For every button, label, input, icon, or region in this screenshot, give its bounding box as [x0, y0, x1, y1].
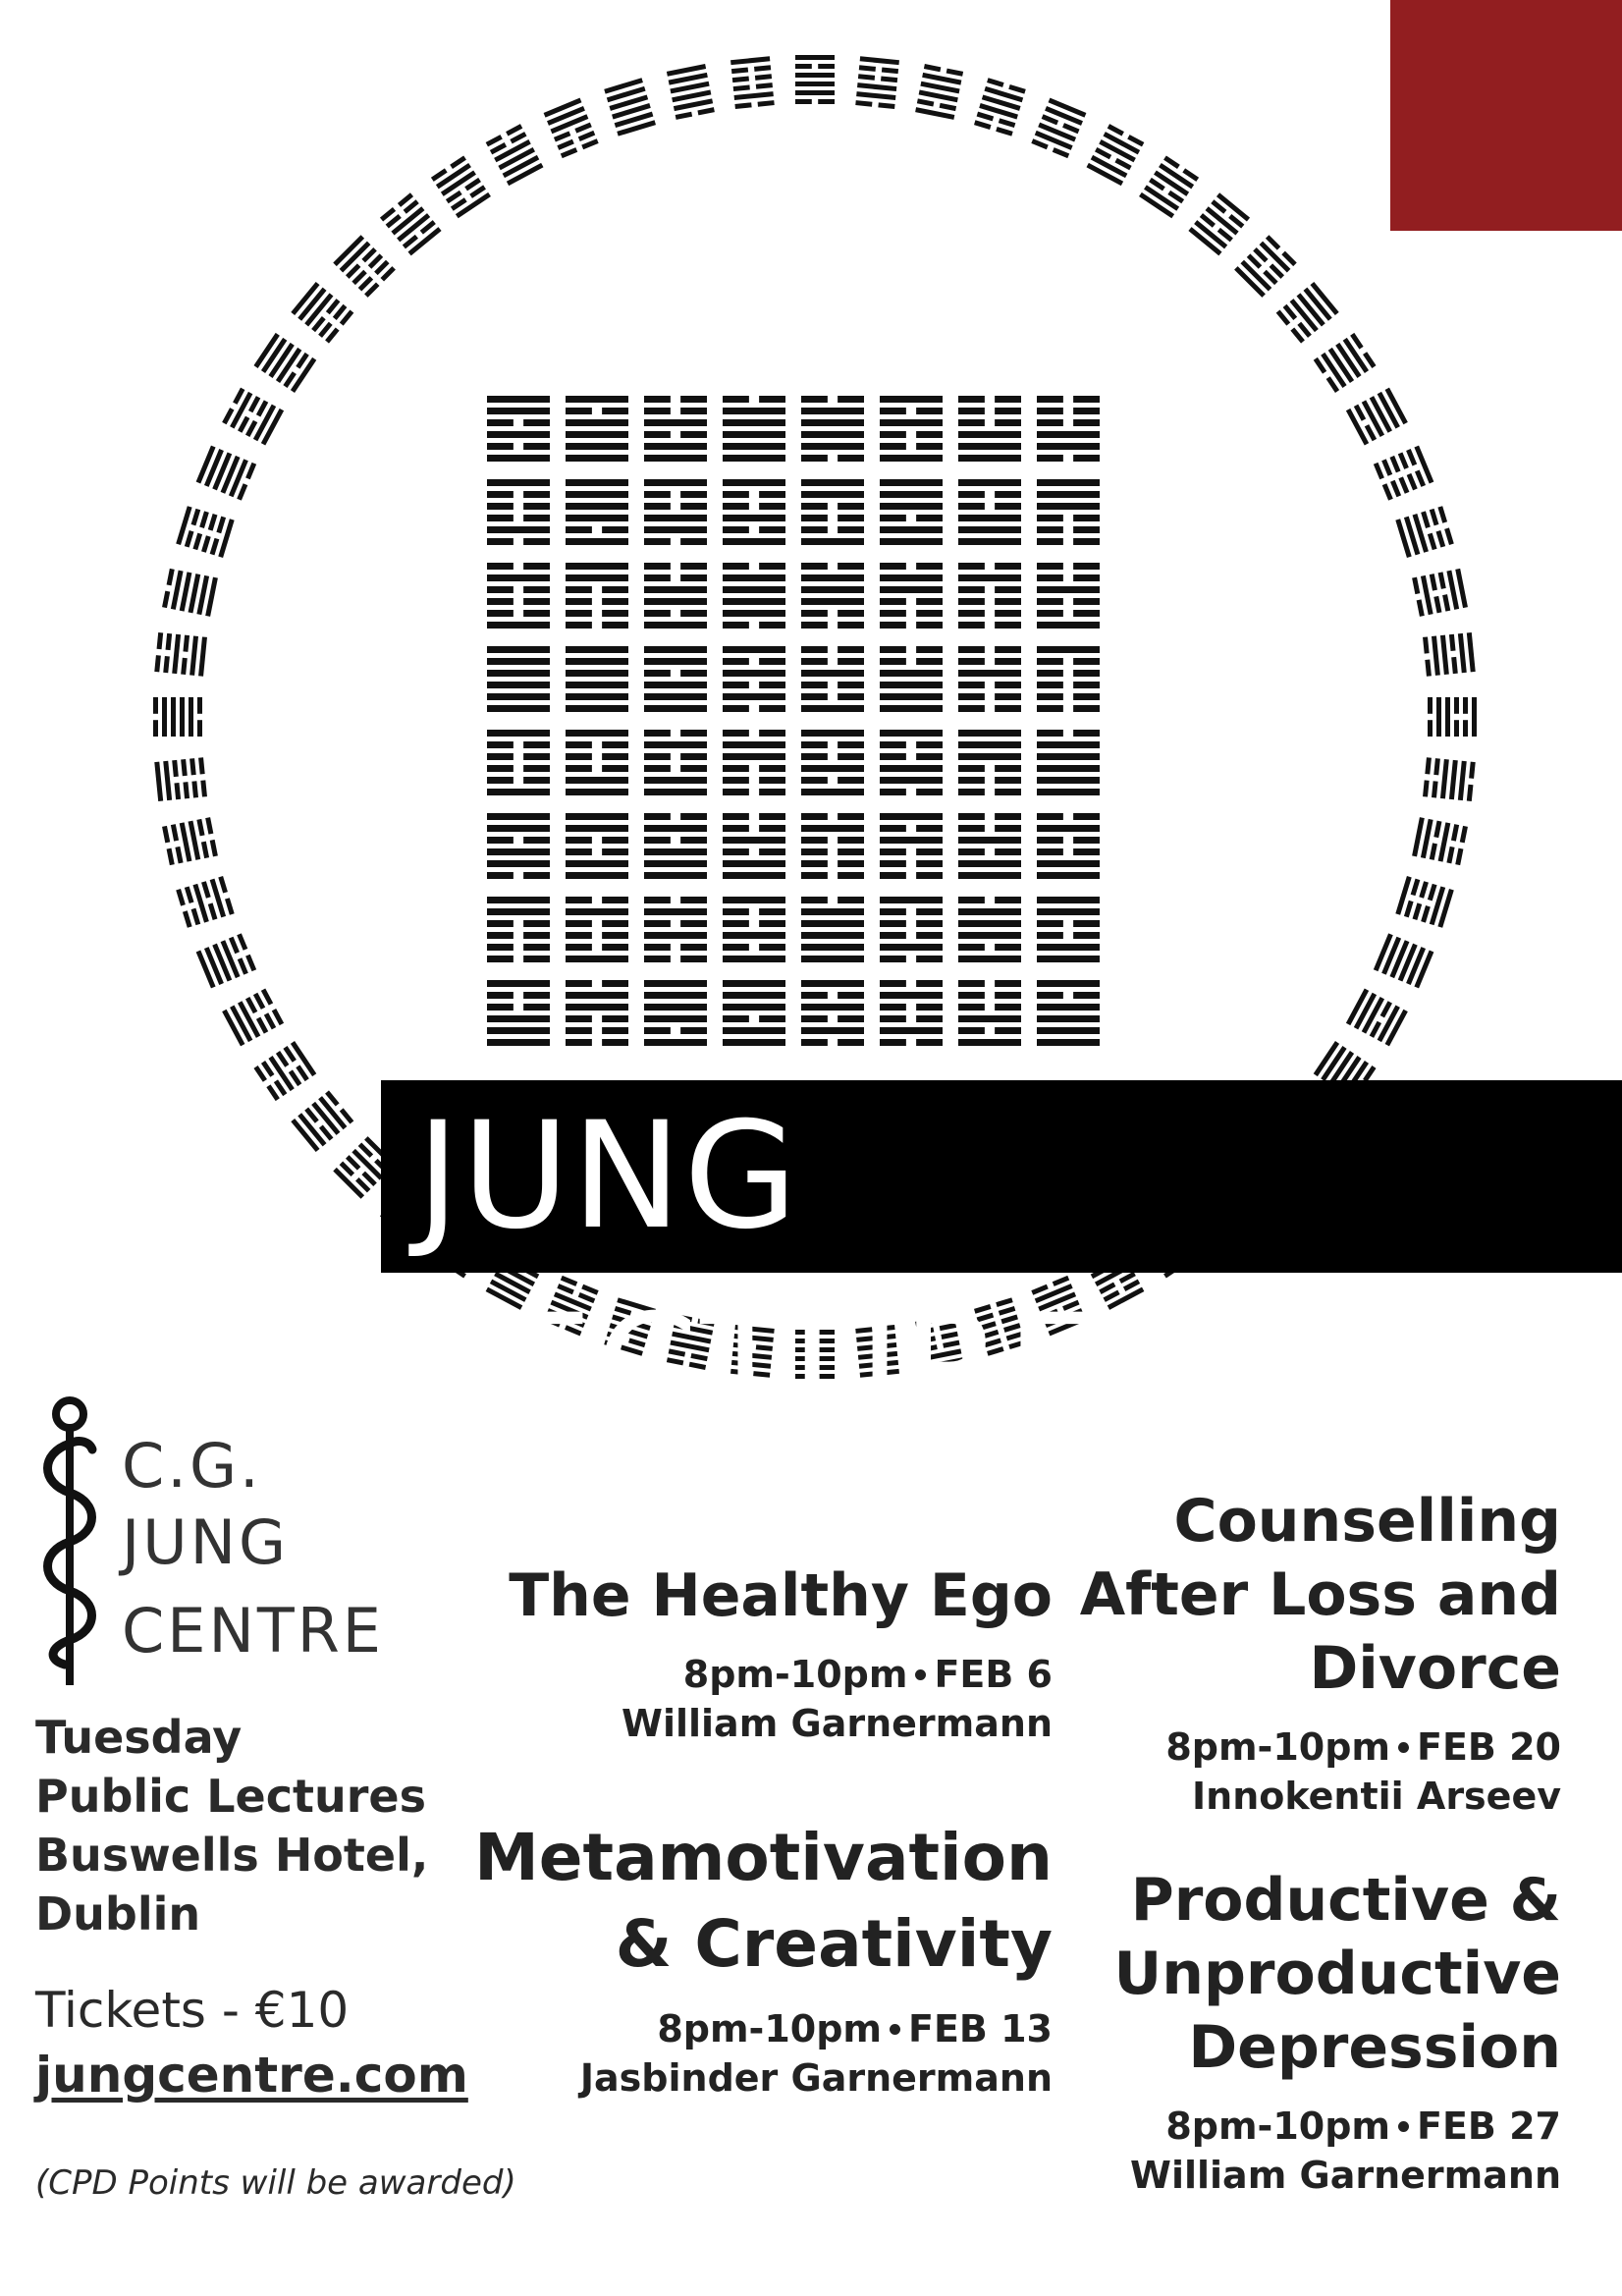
page-title: JUNG LECTURES	[416, 1091, 1197, 1454]
lecture-speaker: William Garnermann	[1130, 2154, 1561, 2197]
info-day: Tuesday	[35, 1711, 243, 1764]
separator-dot-icon	[1398, 2121, 1409, 2132]
logo-text-line3: CENTRE	[122, 1595, 384, 1667]
separator-dot-icon	[1398, 1742, 1409, 1753]
lecture-card	[1051, 1864, 1561, 2197]
info-city: Dublin	[35, 1887, 201, 1941]
lecture-title: Counselling After Loss and Divorce	[1079, 1487, 1561, 1703]
lecture-time: 8pm-10pm FEB 13	[657, 2007, 1053, 2050]
lecture-card	[1051, 1485, 1561, 1818]
website-link[interactable]: jungcentre.com	[35, 2047, 468, 2104]
separator-dot-icon	[915, 1669, 926, 1680]
ticket-price: Tickets - €10	[35, 1982, 350, 2039]
title-banner	[381, 1080, 1622, 1454]
lecture-card	[424, 1559, 1053, 1745]
lecture-card	[424, 1815, 1053, 2100]
lecture-title: The Healthy Ego	[509, 1561, 1053, 1630]
lecture-time: 8pm-10pm FEB 27	[1165, 2105, 1561, 2148]
lecture-speaker: Innokentii Arseev	[1192, 1775, 1561, 1818]
info-venue: Buswells Hotel,	[35, 1829, 429, 1882]
lecture-title: Productive & Unproductive Depression	[1113, 1866, 1561, 2082]
cpd-note: (CPD Points will be awarded)	[35, 2163, 516, 2203]
rod-of-asclepius-icon	[35, 1394, 104, 1689]
hexagram-square-illustration	[481, 388, 1119, 1056]
logo-text-line2: JUNG	[122, 1506, 290, 1578]
lecture-time: 8pm-10pm FEB 20	[1165, 1725, 1561, 1769]
lecture-time: 8pm-10pm FEB 6	[682, 1653, 1053, 1696]
lecture-speaker: William Garnermann	[622, 1702, 1053, 1745]
separator-dot-icon	[890, 2024, 900, 2035]
lecture-speaker: Jasbinder Garnermann	[579, 2056, 1053, 2100]
logo-text-line1: C.G.	[122, 1430, 262, 1502]
info-type: Public Lectures	[35, 1770, 426, 1823]
lecture-title: Metamotivation & Creativity	[474, 1820, 1053, 1982]
